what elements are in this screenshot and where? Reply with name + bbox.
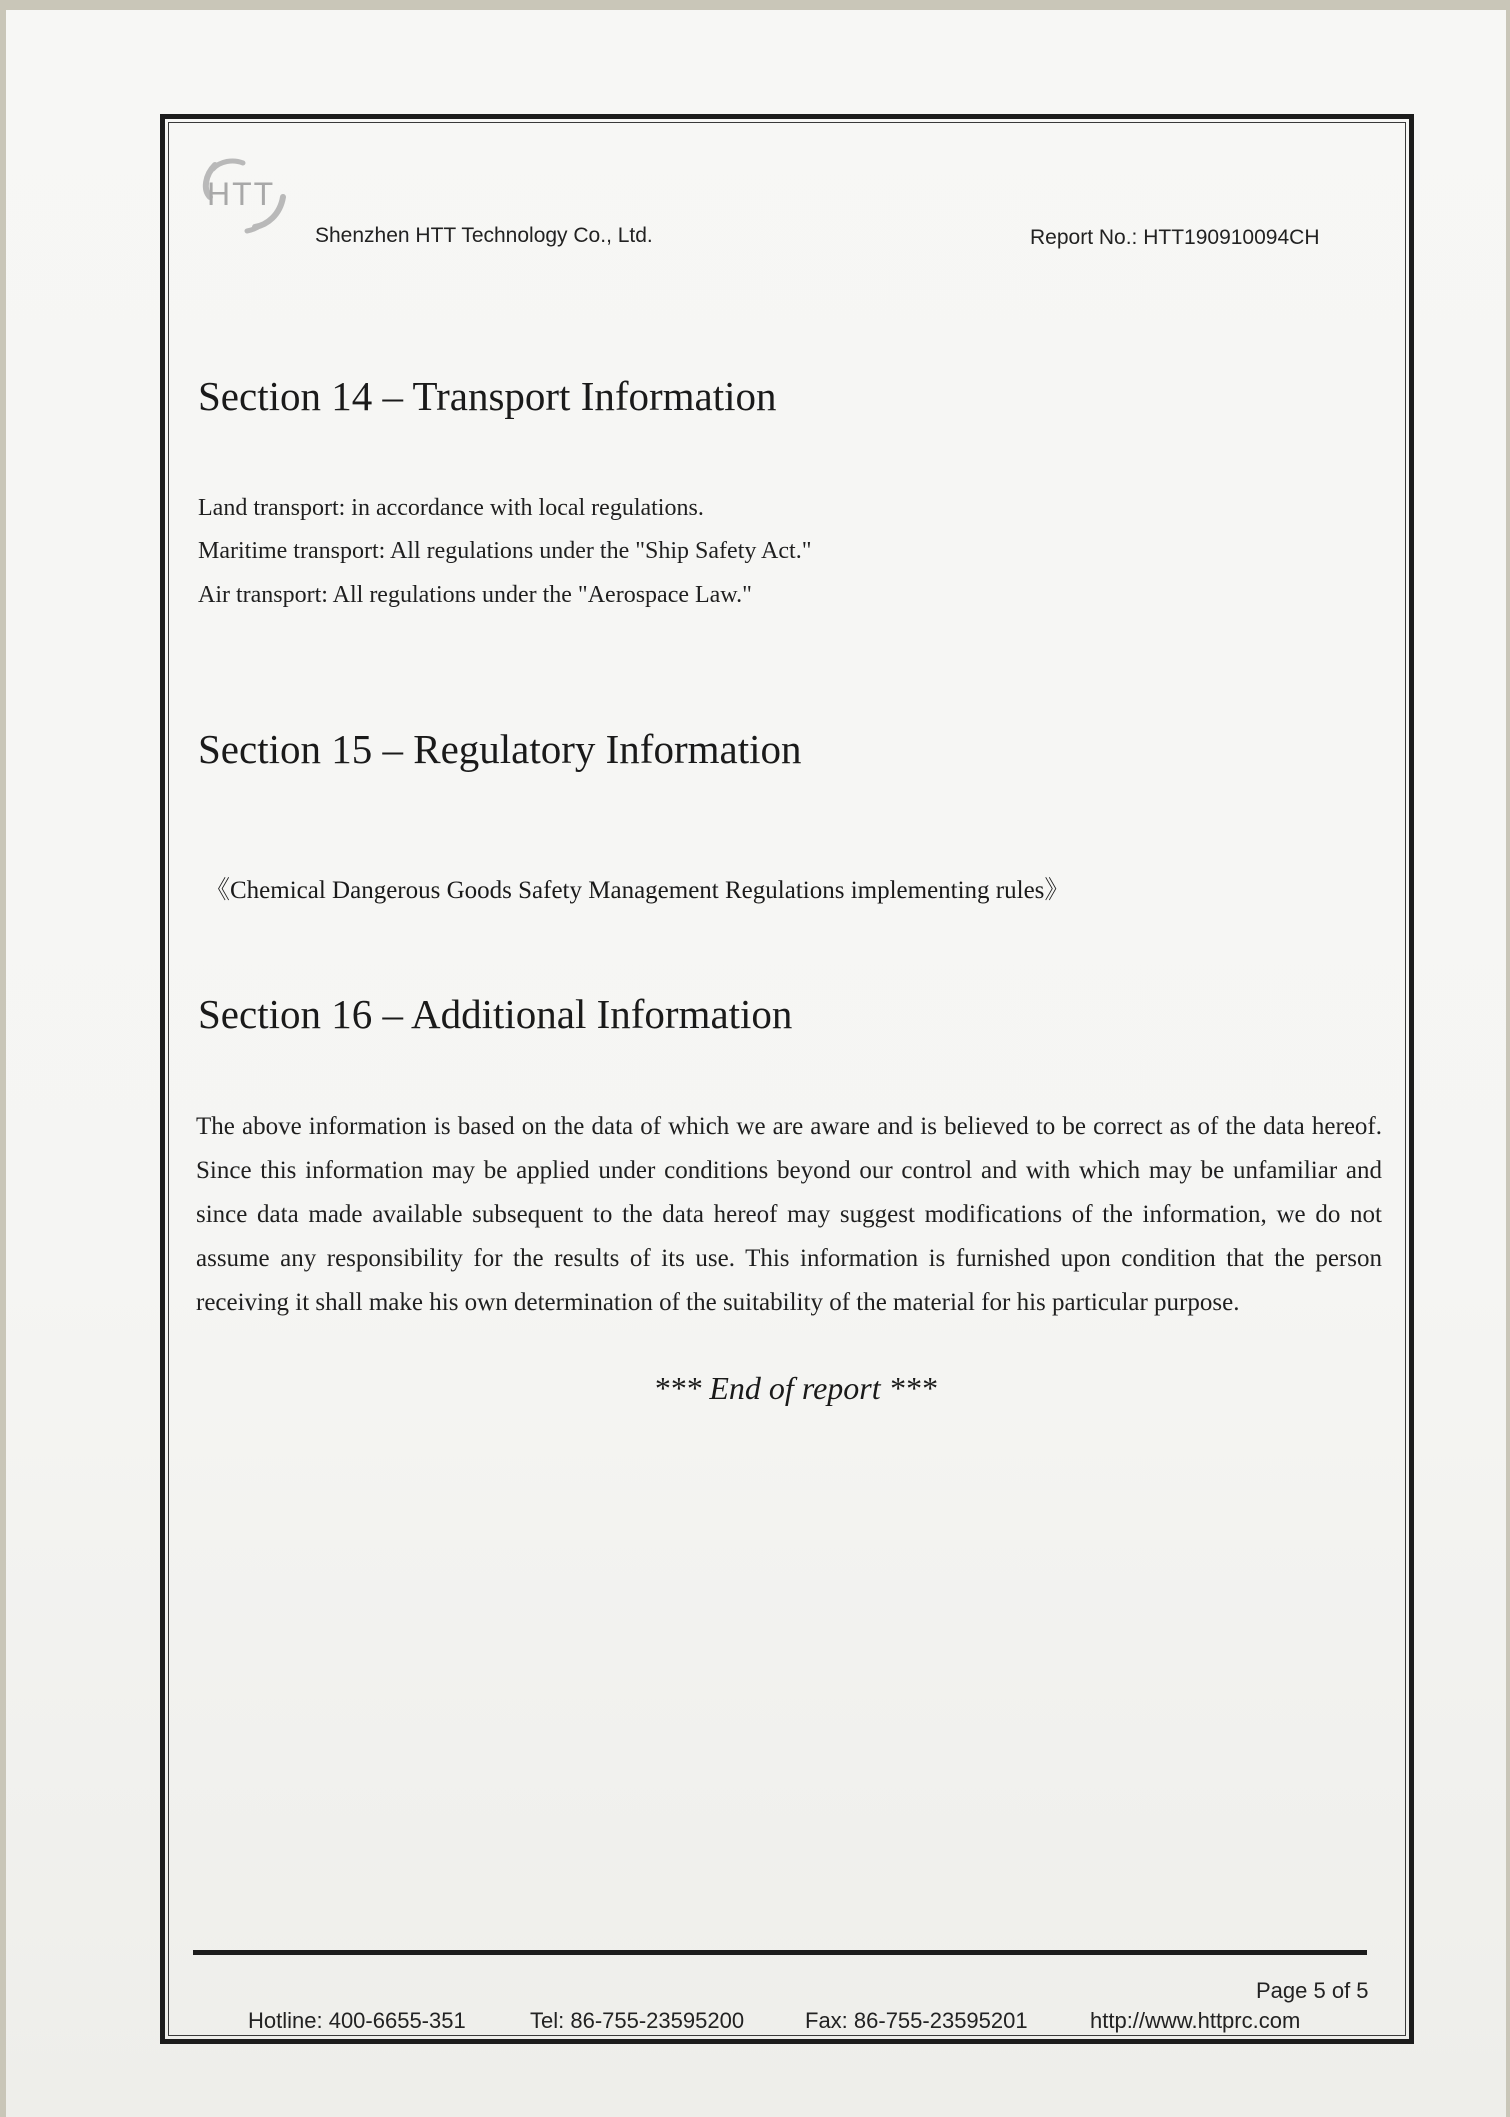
land-transport-line: Land transport: in accordance with local regulations. [198,495,704,521]
hotline: Hotline: 400-6655-351 [248,2008,466,2033]
additional-info-paragraph: The above information is based on the data of which we are aware and is believed to be correct as of the data hereof. Since this information may be applied under conditions beyond our control and with which may be unfamiliar and since data made available subsequent to the data hereof may suggest modifications of the information, we do not assume any responsibility for the results of its use. This information is furnished upon condition that the person receiving it shall make his own determination of the suitability of the material for his particular purpose. [196,1113,1382,1316]
fax: Fax: 86-755-23595201 [805,2008,1028,2033]
end-of-report: *** End of report *** [653,1370,937,1406]
maritime-transport-line: Maritime transport: All regulations under the "Ship Safety Act." [198,538,812,564]
air-transport-line: Air transport: All regulations under the "Aerospace Law." [198,582,752,608]
footer-divider [193,1950,1367,1955]
htt-logo [195,135,305,245]
page-number: Page 5 of 5 [1256,1978,1369,2003]
section-16-title: Section 16 – Additional Information [198,991,793,1037]
report-number: Report No.: HTT190910094CH [1030,226,1320,249]
website-link[interactable]: http://www.httprc.com [1090,2008,1301,2033]
logo-text: HTT [207,176,276,212]
company-name: Shenzhen HTT Technology Co., Ltd. [315,224,653,247]
telephone: Tel: 86-755-23595200 [530,2008,745,2033]
regulation-reference: 《Chemical Dangerous Goods Safety Management Regulations implementing rules》 [205,877,1070,904]
section-14-title: Section 14 – Transport Information [198,373,777,419]
section-15-title: Section 15 – Regulatory Information [198,726,802,772]
